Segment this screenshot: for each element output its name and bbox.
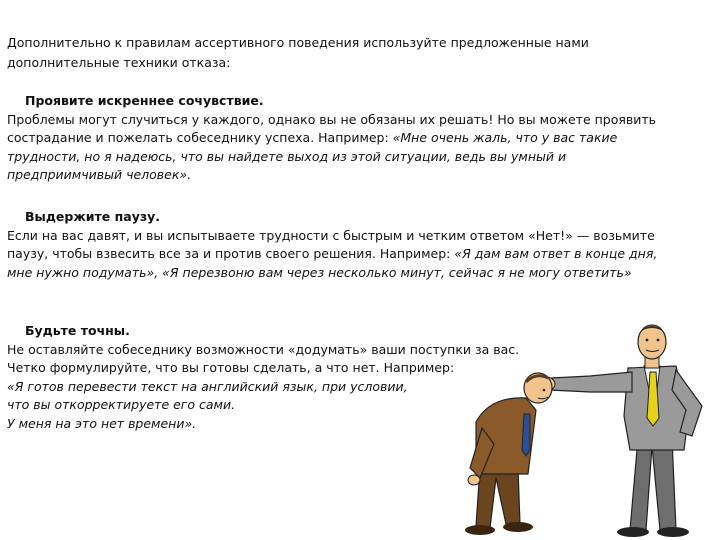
standing-man-figure [537,325,702,537]
section-body: Если на вас давят, и вы испытываете трудности с быстрым и четким ответом «Нет!» — возьмите паузу, чтобы взвесить все за и против своего решения. Например: [7,227,655,261]
section-quote-line: что вы откорректируете его сами. [7,397,236,412]
section-quote-line: У меня на это нет времени». [7,415,197,431]
section-sympathy [7,92,672,185]
section-heading: Проявите искреннее сочувствие. [25,93,264,108]
section-heading: Выдержите паузу. [25,209,161,224]
hunched-man-figure [465,373,552,535]
section-quote: «Я дам вам ответ в конце дня, мне нужно подумать», «Я перезвоню вам через несколько минут, сейчас я не могу ответить» [7,246,658,280]
intro-text: Дополнительно к правилам ассертивного поведения используйте предложенные нами дополнительные техники отказа: [7,35,589,70]
section-body-line: Четко формулируйте, что вы готовы сделать, а что нет. Например: [7,360,455,375]
clipart-illustration [440,318,720,540]
section-quote: «Мне очень жаль, что у вас такие трудности, но я надеюсь, что вы найдете выход из этой ситуации, ведь вы умный и предприимчивый человек». [7,130,618,182]
section-pause [7,208,672,282]
section-body-line: Не оставляйте собеседнику возможности «додумать» ваши поступки за вас. [7,341,520,357]
section-quote-line: «Я готов перевести текст на английский язык, при условии, [7,378,408,394]
section-heading: Будьте точны. [25,323,130,338]
section-body: Проблемы могут случиться у каждого, однако вы не обязаны их решать! Но вы можете проявить сострадание и пожелать собеседнику успеха. Например: [7,111,657,145]
